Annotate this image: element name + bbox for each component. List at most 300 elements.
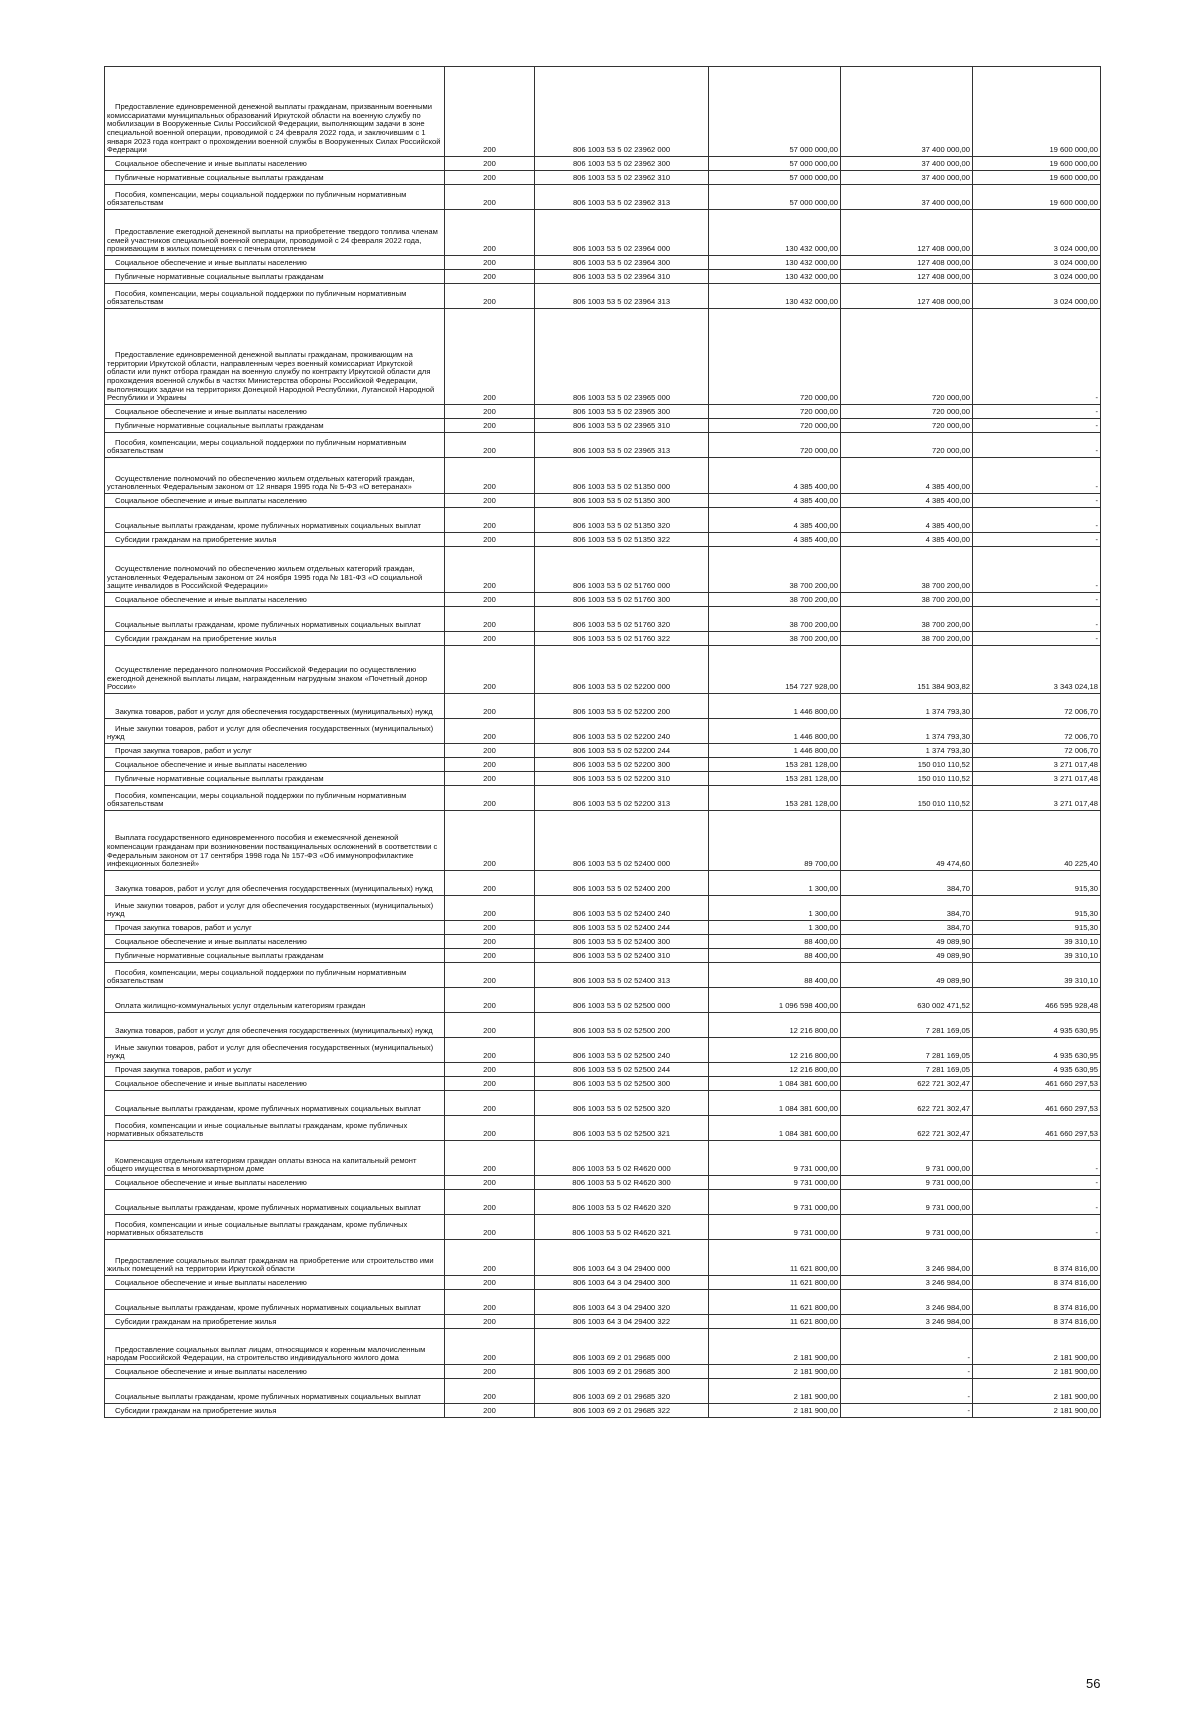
table-row: [105, 1116, 1101, 1141]
row-assigned-cell: 1 096 598 400,00: [709, 988, 841, 1013]
table-row: [105, 1215, 1101, 1240]
row-name-cell: Иные закупки товаров, работ и услуг для обеспечения государственных (муниципальных) нужд: [105, 1038, 445, 1063]
table-row: [105, 963, 1101, 988]
row-assigned-cell: 153 281 128,00: [709, 758, 841, 772]
table-body: [105, 67, 1101, 1418]
row-remaining-cell: 72 006,70: [973, 744, 1101, 758]
row-assigned-cell: 1 300,00: [709, 921, 841, 935]
row-code-cell: 200: [445, 1190, 535, 1215]
row-assigned-cell: 1 446 800,00: [709, 744, 841, 758]
row-classification-cell: 806 1003 53 5 02 51760 300: [535, 593, 709, 607]
row-remaining-cell: -: [973, 309, 1101, 405]
row-remaining-cell: 3 271 017,48: [973, 786, 1101, 811]
table-row: [105, 1276, 1101, 1290]
row-remaining-cell: 2 181 900,00: [973, 1365, 1101, 1379]
row-executed-cell: 49 089,90: [841, 963, 973, 988]
table-row: [105, 256, 1101, 270]
row-classification-cell: 806 1003 53 5 02 52500 321: [535, 1116, 709, 1141]
row-remaining-cell: 466 595 928,48: [973, 988, 1101, 1013]
row-name-cell: Предоставление социальных выплат лицам, относящимся к коренным малочисленным народам Российской Федерации, на строительство индивидуального жилого дома: [105, 1329, 445, 1365]
row-executed-cell: 37 400 000,00: [841, 157, 973, 171]
row-classification-cell: 806 1003 53 5 02 52200 300: [535, 758, 709, 772]
row-name-cell: Осуществление полномочий по обеспечению жильем отдельных категорий граждан, установленных Федеральным законом от 24 ноября 1995 года № 181-ФЗ «О социальной защите инвалидов в Российской Федерации»: [105, 547, 445, 593]
row-assigned-cell: 2 181 900,00: [709, 1329, 841, 1365]
table-row: [105, 433, 1101, 458]
table-row: [105, 1329, 1101, 1365]
row-executed-cell: 3 246 984,00: [841, 1315, 973, 1329]
row-classification-cell: 806 1003 64 3 04 29400 300: [535, 1276, 709, 1290]
table-row: [105, 988, 1101, 1013]
row-remaining-cell: -: [973, 1190, 1101, 1215]
row-classification-cell: 806 1003 53 5 02 23965 313: [535, 433, 709, 458]
row-classification-cell: 806 1003 69 2 01 29685 000: [535, 1329, 709, 1365]
table-row: [105, 786, 1101, 811]
row-name-cell: Компенсация отдельным категориям граждан оплаты взноса на капитальный ремонт общего имущества в многоквартирном доме: [105, 1141, 445, 1176]
row-code-cell: 200: [445, 758, 535, 772]
table-row: [105, 593, 1101, 607]
row-name-cell: Социальные выплаты гражданам, кроме публичных нормативных социальных выплат: [105, 508, 445, 533]
row-remaining-cell: 2 181 900,00: [973, 1379, 1101, 1404]
row-classification-cell: 806 1003 69 2 01 29685 320: [535, 1379, 709, 1404]
row-classification-cell: 806 1003 53 5 02 52400 310: [535, 949, 709, 963]
row-executed-cell: 3 246 984,00: [841, 1276, 973, 1290]
row-assigned-cell: 89 700,00: [709, 811, 841, 871]
row-name-cell: Пособия, компенсации и иные социальные выплаты гражданам, кроме публичных нормативных обязательств: [105, 1215, 445, 1240]
row-remaining-cell: 915,30: [973, 896, 1101, 921]
row-name-cell: Социальное обеспечение и иные выплаты населению: [105, 157, 445, 171]
row-assigned-cell: 130 432 000,00: [709, 270, 841, 284]
row-code-cell: 200: [445, 1063, 535, 1077]
row-assigned-cell: 1 300,00: [709, 871, 841, 896]
row-name-cell: Оплата жилищно-коммунальных услуг отдельным категориям граждан: [105, 988, 445, 1013]
row-remaining-cell: 4 935 630,95: [973, 1038, 1101, 1063]
row-code-cell: 200: [445, 508, 535, 533]
row-assigned-cell: 4 385 400,00: [709, 458, 841, 494]
row-classification-cell: 806 1003 53 5 02 R4620 300: [535, 1176, 709, 1190]
row-remaining-cell: -: [973, 1176, 1101, 1190]
table-row: [105, 309, 1101, 405]
row-assigned-cell: 38 700 200,00: [709, 632, 841, 646]
row-assigned-cell: 1 300,00: [709, 896, 841, 921]
row-name-cell: Осуществление переданного полномочия Российской Федерации по осуществлению ежегодной денежной выплаты лицам, награжденным нагрудным знаком «Почетный донор России»: [105, 646, 445, 694]
row-code-cell: 200: [445, 458, 535, 494]
row-classification-cell: 806 1003 53 5 02 23962 313: [535, 185, 709, 210]
row-classification-cell: 806 1003 53 5 02 52400 300: [535, 935, 709, 949]
row-name-cell: Пособия, компенсации, меры социальной поддержки по публичным нормативным обязательствам: [105, 433, 445, 458]
row-name-cell: Публичные нормативные социальные выплаты гражданам: [105, 949, 445, 963]
row-name-cell: Социальные выплаты гражданам, кроме публичных нормативных социальных выплат: [105, 1379, 445, 1404]
row-executed-cell: 384,70: [841, 871, 973, 896]
table-row: [105, 921, 1101, 935]
row-executed-cell: 38 700 200,00: [841, 593, 973, 607]
row-classification-cell: 806 1003 64 3 04 29400 000: [535, 1240, 709, 1276]
row-remaining-cell: -: [973, 533, 1101, 547]
row-executed-cell: -: [841, 1404, 973, 1418]
row-assigned-cell: 57 000 000,00: [709, 157, 841, 171]
row-classification-cell: 806 1003 53 5 02 52500 200: [535, 1013, 709, 1038]
row-code-cell: 200: [445, 988, 535, 1013]
row-code-cell: 200: [445, 1329, 535, 1365]
row-classification-cell: 806 1003 53 5 02 52500 320: [535, 1091, 709, 1116]
row-assigned-cell: 9 731 000,00: [709, 1215, 841, 1240]
row-name-cell: Иные закупки товаров, работ и услуг для обеспечения государственных (муниципальных) нужд: [105, 896, 445, 921]
row-assigned-cell: 11 621 800,00: [709, 1290, 841, 1315]
row-assigned-cell: 88 400,00: [709, 935, 841, 949]
row-code-cell: 200: [445, 772, 535, 786]
row-name-cell: Закупка товаров, работ и услуг для обеспечения государственных (муниципальных) нужд: [105, 871, 445, 896]
row-executed-cell: 38 700 200,00: [841, 632, 973, 646]
row-name-cell: Закупка товаров, работ и услуг для обеспечения государственных (муниципальных) нужд: [105, 694, 445, 719]
row-assigned-cell: 720 000,00: [709, 419, 841, 433]
row-code-cell: 200: [445, 256, 535, 270]
row-executed-cell: 151 384 903,82: [841, 646, 973, 694]
row-name-cell: Пособия, компенсации, меры социальной поддержки по публичным нормативным обязательствам: [105, 284, 445, 309]
row-name-cell: Социальные выплаты гражданам, кроме публичных нормативных социальных выплат: [105, 1091, 445, 1116]
row-code-cell: 200: [445, 1315, 535, 1329]
table-row: [105, 1404, 1101, 1418]
row-classification-cell: 806 1003 53 5 02 52200 240: [535, 719, 709, 744]
row-remaining-cell: 72 006,70: [973, 694, 1101, 719]
table-row: [105, 284, 1101, 309]
row-name-cell: Прочая закупка товаров, работ и услуг: [105, 921, 445, 935]
row-name-cell: Выплата государственного единовременного пособия и ежемесячной денежной компенсации гражданам при возникновении поствакцинальных осложнений в соответствии с Федеральным законом от 17 сентября 1998 года № 157-ФЗ «Об иммунопрофилактике инфекционных болезней»: [105, 811, 445, 871]
row-code-cell: 200: [445, 1141, 535, 1176]
row-executed-cell: 720 000,00: [841, 405, 973, 419]
row-classification-cell: 806 1003 53 5 02 51760 320: [535, 607, 709, 632]
table-row: [105, 646, 1101, 694]
row-remaining-cell: 8 374 816,00: [973, 1290, 1101, 1315]
row-classification-cell: 806 1003 53 5 02 52500 000: [535, 988, 709, 1013]
row-remaining-cell: 19 600 000,00: [973, 185, 1101, 210]
table-row: [105, 1091, 1101, 1116]
row-assigned-cell: 57 000 000,00: [709, 185, 841, 210]
table-row: [105, 458, 1101, 494]
table-row: [105, 896, 1101, 921]
row-remaining-cell: 915,30: [973, 871, 1101, 896]
table-row: [105, 811, 1101, 871]
row-remaining-cell: 461 660 297,53: [973, 1116, 1101, 1141]
row-name-cell: Предоставление социальных выплат гражданам на приобретение или строительство ими жилых помещений на территории Иркутской области: [105, 1240, 445, 1276]
row-remaining-cell: 39 310,10: [973, 963, 1101, 988]
row-code-cell: 200: [445, 921, 535, 935]
row-executed-cell: 7 281 169,05: [841, 1038, 973, 1063]
row-name-cell: Субсидии гражданам на приобретение жилья: [105, 632, 445, 646]
row-assigned-cell: 1 446 800,00: [709, 694, 841, 719]
row-remaining-cell: 4 935 630,95: [973, 1063, 1101, 1077]
table-row: [105, 744, 1101, 758]
row-executed-cell: 720 000,00: [841, 419, 973, 433]
row-executed-cell: 4 385 400,00: [841, 508, 973, 533]
row-classification-cell: 806 1003 53 5 02 52500 300: [535, 1077, 709, 1091]
row-code-cell: 200: [445, 405, 535, 419]
table-row: [105, 935, 1101, 949]
row-code-cell: 200: [445, 694, 535, 719]
row-classification-cell: 806 1003 53 5 02 23965 000: [535, 309, 709, 405]
row-executed-cell: 384,70: [841, 921, 973, 935]
row-assigned-cell: 4 385 400,00: [709, 508, 841, 533]
row-executed-cell: -: [841, 1329, 973, 1365]
row-remaining-cell: -: [973, 508, 1101, 533]
row-assigned-cell: 12 216 800,00: [709, 1038, 841, 1063]
page-number: 56: [1086, 1676, 1101, 1691]
row-executed-cell: 630 002 471,52: [841, 988, 973, 1013]
row-code-cell: 200: [445, 210, 535, 256]
row-remaining-cell: 3 271 017,48: [973, 772, 1101, 786]
row-classification-cell: 806 1003 53 5 02 23962 000: [535, 67, 709, 157]
row-code-cell: 200: [445, 646, 535, 694]
row-remaining-cell: -: [973, 494, 1101, 508]
row-name-cell: Иные закупки товаров, работ и услуг для обеспечения государственных (муниципальных) нужд: [105, 719, 445, 744]
row-remaining-cell: 8 374 816,00: [973, 1240, 1101, 1276]
row-assigned-cell: 11 621 800,00: [709, 1276, 841, 1290]
row-remaining-cell: 19 600 000,00: [973, 171, 1101, 185]
table-row: [105, 1077, 1101, 1091]
row-name-cell: Социальное обеспечение и иные выплаты населению: [105, 1176, 445, 1190]
row-code-cell: 200: [445, 284, 535, 309]
row-name-cell: Предоставление единовременной денежной выплаты гражданам, призванным военными комиссариатами муниципальных образований Иркутской области на военную службу по мобилизации в Вооруженные Силы Российской Федерации, выполняющим задачи в зоне специальной военной операции, проводимой с 24 февраля 2022 года, и заключившим с 1 января 2023 года контракт о прохождении военной службы в Вооруженных Силах Российской Федерации: [105, 67, 445, 157]
row-code-cell: 200: [445, 419, 535, 433]
table-row: [105, 157, 1101, 171]
row-code-cell: 200: [445, 1404, 535, 1418]
row-code-cell: 200: [445, 811, 535, 871]
row-assigned-cell: 1 084 381 600,00: [709, 1077, 841, 1091]
row-executed-cell: 7 281 169,05: [841, 1063, 973, 1077]
row-code-cell: 200: [445, 309, 535, 405]
row-remaining-cell: 3 024 000,00: [973, 256, 1101, 270]
row-classification-cell: 806 1003 53 5 02 52200 200: [535, 694, 709, 719]
table-row: [105, 1141, 1101, 1176]
row-remaining-cell: 19 600 000,00: [973, 67, 1101, 157]
row-classification-cell: 806 1003 53 5 02 23965 310: [535, 419, 709, 433]
table-row: [105, 607, 1101, 632]
row-code-cell: 200: [445, 949, 535, 963]
table-row: [105, 949, 1101, 963]
row-name-cell: Субсидии гражданам на приобретение жилья: [105, 1404, 445, 1418]
row-assigned-cell: 4 385 400,00: [709, 494, 841, 508]
row-classification-cell: 806 1003 53 5 02 23964 000: [535, 210, 709, 256]
row-classification-cell: 806 1003 53 5 02 52200 310: [535, 772, 709, 786]
table-row: [105, 67, 1101, 157]
row-assigned-cell: 9 731 000,00: [709, 1176, 841, 1190]
row-assigned-cell: 11 621 800,00: [709, 1240, 841, 1276]
row-assigned-cell: 9 731 000,00: [709, 1190, 841, 1215]
row-remaining-cell: 3 024 000,00: [973, 210, 1101, 256]
row-classification-cell: 806 1003 64 3 04 29400 320: [535, 1290, 709, 1315]
row-executed-cell: 38 700 200,00: [841, 607, 973, 632]
row-executed-cell: 127 408 000,00: [841, 210, 973, 256]
row-assigned-cell: 57 000 000,00: [709, 171, 841, 185]
row-name-cell: Прочая закупка товаров, работ и услуг: [105, 1063, 445, 1077]
row-code-cell: 200: [445, 607, 535, 632]
row-remaining-cell: 461 660 297,53: [973, 1077, 1101, 1091]
row-executed-cell: 622 721 302,47: [841, 1077, 973, 1091]
row-assigned-cell: 9 731 000,00: [709, 1141, 841, 1176]
row-executed-cell: 384,70: [841, 896, 973, 921]
row-name-cell: Пособия, компенсации и иные социальные выплаты гражданам, кроме публичных нормативных обязательств: [105, 1116, 445, 1141]
row-assigned-cell: 88 400,00: [709, 949, 841, 963]
row-code-cell: 200: [445, 1077, 535, 1091]
table-row: [105, 1176, 1101, 1190]
row-executed-cell: 38 700 200,00: [841, 547, 973, 593]
row-executed-cell: 37 400 000,00: [841, 185, 973, 210]
row-code-cell: 200: [445, 744, 535, 758]
row-remaining-cell: 2 181 900,00: [973, 1404, 1101, 1418]
table-row: [105, 758, 1101, 772]
row-executed-cell: 4 385 400,00: [841, 458, 973, 494]
row-code-cell: 200: [445, 547, 535, 593]
row-classification-cell: 806 1003 53 5 02 R4620 320: [535, 1190, 709, 1215]
row-executed-cell: 720 000,00: [841, 433, 973, 458]
row-code-cell: 200: [445, 1038, 535, 1063]
row-code-cell: 200: [445, 1276, 535, 1290]
row-classification-cell: 806 1003 53 5 02 52400 240: [535, 896, 709, 921]
row-remaining-cell: 19 600 000,00: [973, 157, 1101, 171]
row-classification-cell: 806 1003 69 2 01 29685 322: [535, 1404, 709, 1418]
row-executed-cell: 127 408 000,00: [841, 270, 973, 284]
row-assigned-cell: 130 432 000,00: [709, 210, 841, 256]
row-assigned-cell: 720 000,00: [709, 433, 841, 458]
row-assigned-cell: 38 700 200,00: [709, 607, 841, 632]
row-code-cell: 200: [445, 1379, 535, 1404]
row-remaining-cell: -: [973, 1141, 1101, 1176]
table-row: [105, 1379, 1101, 1404]
row-name-cell: Социальные выплаты гражданам, кроме публичных нормативных социальных выплат: [105, 1290, 445, 1315]
row-assigned-cell: 2 181 900,00: [709, 1379, 841, 1404]
table-row: [105, 719, 1101, 744]
row-name-cell: Прочая закупка товаров, работ и услуг: [105, 744, 445, 758]
table-row: [105, 694, 1101, 719]
row-executed-cell: 720 000,00: [841, 309, 973, 405]
row-executed-cell: -: [841, 1379, 973, 1404]
row-assigned-cell: 720 000,00: [709, 309, 841, 405]
row-assigned-cell: 11 621 800,00: [709, 1315, 841, 1329]
row-executed-cell: 9 731 000,00: [841, 1176, 973, 1190]
row-assigned-cell: 153 281 128,00: [709, 786, 841, 811]
table-row: [105, 632, 1101, 646]
row-name-cell: Социальное обеспечение и иные выплаты населению: [105, 1276, 445, 1290]
row-executed-cell: 7 281 169,05: [841, 1013, 973, 1038]
row-executed-cell: -: [841, 1365, 973, 1379]
row-assigned-cell: 88 400,00: [709, 963, 841, 988]
table-row: [105, 547, 1101, 593]
row-code-cell: 200: [445, 270, 535, 284]
row-name-cell: Закупка товаров, работ и услуг для обеспечения государственных (муниципальных) нужд: [105, 1013, 445, 1038]
row-remaining-cell: 4 935 630,95: [973, 1013, 1101, 1038]
row-remaining-cell: 3 271 017,48: [973, 758, 1101, 772]
row-executed-cell: 4 385 400,00: [841, 533, 973, 547]
row-remaining-cell: 39 310,10: [973, 949, 1101, 963]
row-name-cell: Социальное обеспечение и иные выплаты населению: [105, 1365, 445, 1379]
row-classification-cell: 806 1003 53 5 02 52500 240: [535, 1038, 709, 1063]
table-row: [105, 871, 1101, 896]
row-classification-cell: 806 1003 53 5 02 52400 313: [535, 963, 709, 988]
row-code-cell: 200: [445, 171, 535, 185]
row-classification-cell: 806 1003 53 5 02 52200 244: [535, 744, 709, 758]
row-classification-cell: 806 1003 69 2 01 29685 300: [535, 1365, 709, 1379]
row-name-cell: Предоставление единовременной денежной выплаты гражданам, проживающим на территории Иркутской области, направленным через военный комиссариат Иркутской области или пункт отбора граждан на военную службу по контракту Иркутской области для прохождения военной службы в частях Министерства обороны Российской Федерации, выполняющих задачи на территориях Донецкой Народной Республики, Луганской Народной Республики и Украины: [105, 309, 445, 405]
row-executed-cell: 622 721 302,47: [841, 1091, 973, 1116]
row-remaining-cell: 461 660 297,53: [973, 1091, 1101, 1116]
row-executed-cell: 150 010 110,52: [841, 786, 973, 811]
row-executed-cell: 1 374 793,30: [841, 719, 973, 744]
row-remaining-cell: -: [973, 593, 1101, 607]
budget-execution-table: [104, 66, 1101, 1418]
row-classification-cell: 806 1003 53 5 02 23965 300: [535, 405, 709, 419]
row-executed-cell: 150 010 110,52: [841, 758, 973, 772]
row-remaining-cell: 915,30: [973, 921, 1101, 935]
row-assigned-cell: 38 700 200,00: [709, 547, 841, 593]
row-executed-cell: 1 374 793,30: [841, 694, 973, 719]
row-remaining-cell: 3 343 024,18: [973, 646, 1101, 694]
row-executed-cell: 9 731 000,00: [841, 1215, 973, 1240]
row-assigned-cell: 130 432 000,00: [709, 284, 841, 309]
row-name-cell: Социальное обеспечение и иные выплаты населению: [105, 758, 445, 772]
row-assigned-cell: 12 216 800,00: [709, 1063, 841, 1077]
row-code-cell: 200: [445, 533, 535, 547]
row-assigned-cell: 1 446 800,00: [709, 719, 841, 744]
row-classification-cell: 806 1003 53 5 02 51350 000: [535, 458, 709, 494]
row-classification-cell: 806 1003 53 5 02 51350 322: [535, 533, 709, 547]
row-remaining-cell: 72 006,70: [973, 719, 1101, 744]
table-row: [105, 508, 1101, 533]
row-assigned-cell: 2 181 900,00: [709, 1404, 841, 1418]
row-classification-cell: 806 1003 53 5 02 23962 300: [535, 157, 709, 171]
row-executed-cell: 9 731 000,00: [841, 1141, 973, 1176]
table-row: [105, 1190, 1101, 1215]
row-assigned-cell: 38 700 200,00: [709, 593, 841, 607]
table-row: [105, 1365, 1101, 1379]
row-executed-cell: 37 400 000,00: [841, 67, 973, 157]
row-assigned-cell: 2 181 900,00: [709, 1365, 841, 1379]
budget-table-sheet: [104, 66, 1100, 1418]
row-name-cell: Публичные нормативные социальные выплаты гражданам: [105, 270, 445, 284]
row-executed-cell: 1 374 793,30: [841, 744, 973, 758]
table-row: [105, 210, 1101, 256]
row-name-cell: Пособия, компенсации, меры социальной поддержки по публичным нормативным обязательствам: [105, 185, 445, 210]
row-remaining-cell: 3 024 000,00: [973, 284, 1101, 309]
row-assigned-cell: 1 084 381 600,00: [709, 1116, 841, 1141]
row-remaining-cell: -: [973, 547, 1101, 593]
row-assigned-cell: 12 216 800,00: [709, 1013, 841, 1038]
table-row: [105, 1240, 1101, 1276]
table-row: [105, 494, 1101, 508]
row-code-cell: 200: [445, 935, 535, 949]
row-code-cell: 200: [445, 1365, 535, 1379]
table-row: [105, 1013, 1101, 1038]
row-executed-cell: 49 089,90: [841, 949, 973, 963]
row-code-cell: 200: [445, 786, 535, 811]
row-remaining-cell: -: [973, 419, 1101, 433]
row-classification-cell: 806 1003 53 5 02 R4620 000: [535, 1141, 709, 1176]
table-row: [105, 419, 1101, 433]
row-classification-cell: 806 1003 53 5 02 23962 310: [535, 171, 709, 185]
row-classification-cell: 806 1003 53 5 02 52400 200: [535, 871, 709, 896]
row-executed-cell: 150 010 110,52: [841, 772, 973, 786]
row-code-cell: 200: [445, 494, 535, 508]
row-name-cell: Осуществление полномочий по обеспечению жильем отдельных категорий граждан, установленных Федеральным законом от 12 января 1995 года № 5-ФЗ «О ветеранах»: [105, 458, 445, 494]
row-name-cell: Публичные нормативные социальные выплаты гражданам: [105, 772, 445, 786]
row-assigned-cell: 720 000,00: [709, 405, 841, 419]
table-row: [105, 185, 1101, 210]
table-row: [105, 533, 1101, 547]
row-classification-cell: 806 1003 53 5 02 52200 000: [535, 646, 709, 694]
row-remaining-cell: -: [973, 405, 1101, 419]
row-code-cell: 200: [445, 1240, 535, 1276]
row-code-cell: 200: [445, 185, 535, 210]
row-code-cell: 200: [445, 963, 535, 988]
row-remaining-cell: -: [973, 607, 1101, 632]
row-remaining-cell: 3 024 000,00: [973, 270, 1101, 284]
